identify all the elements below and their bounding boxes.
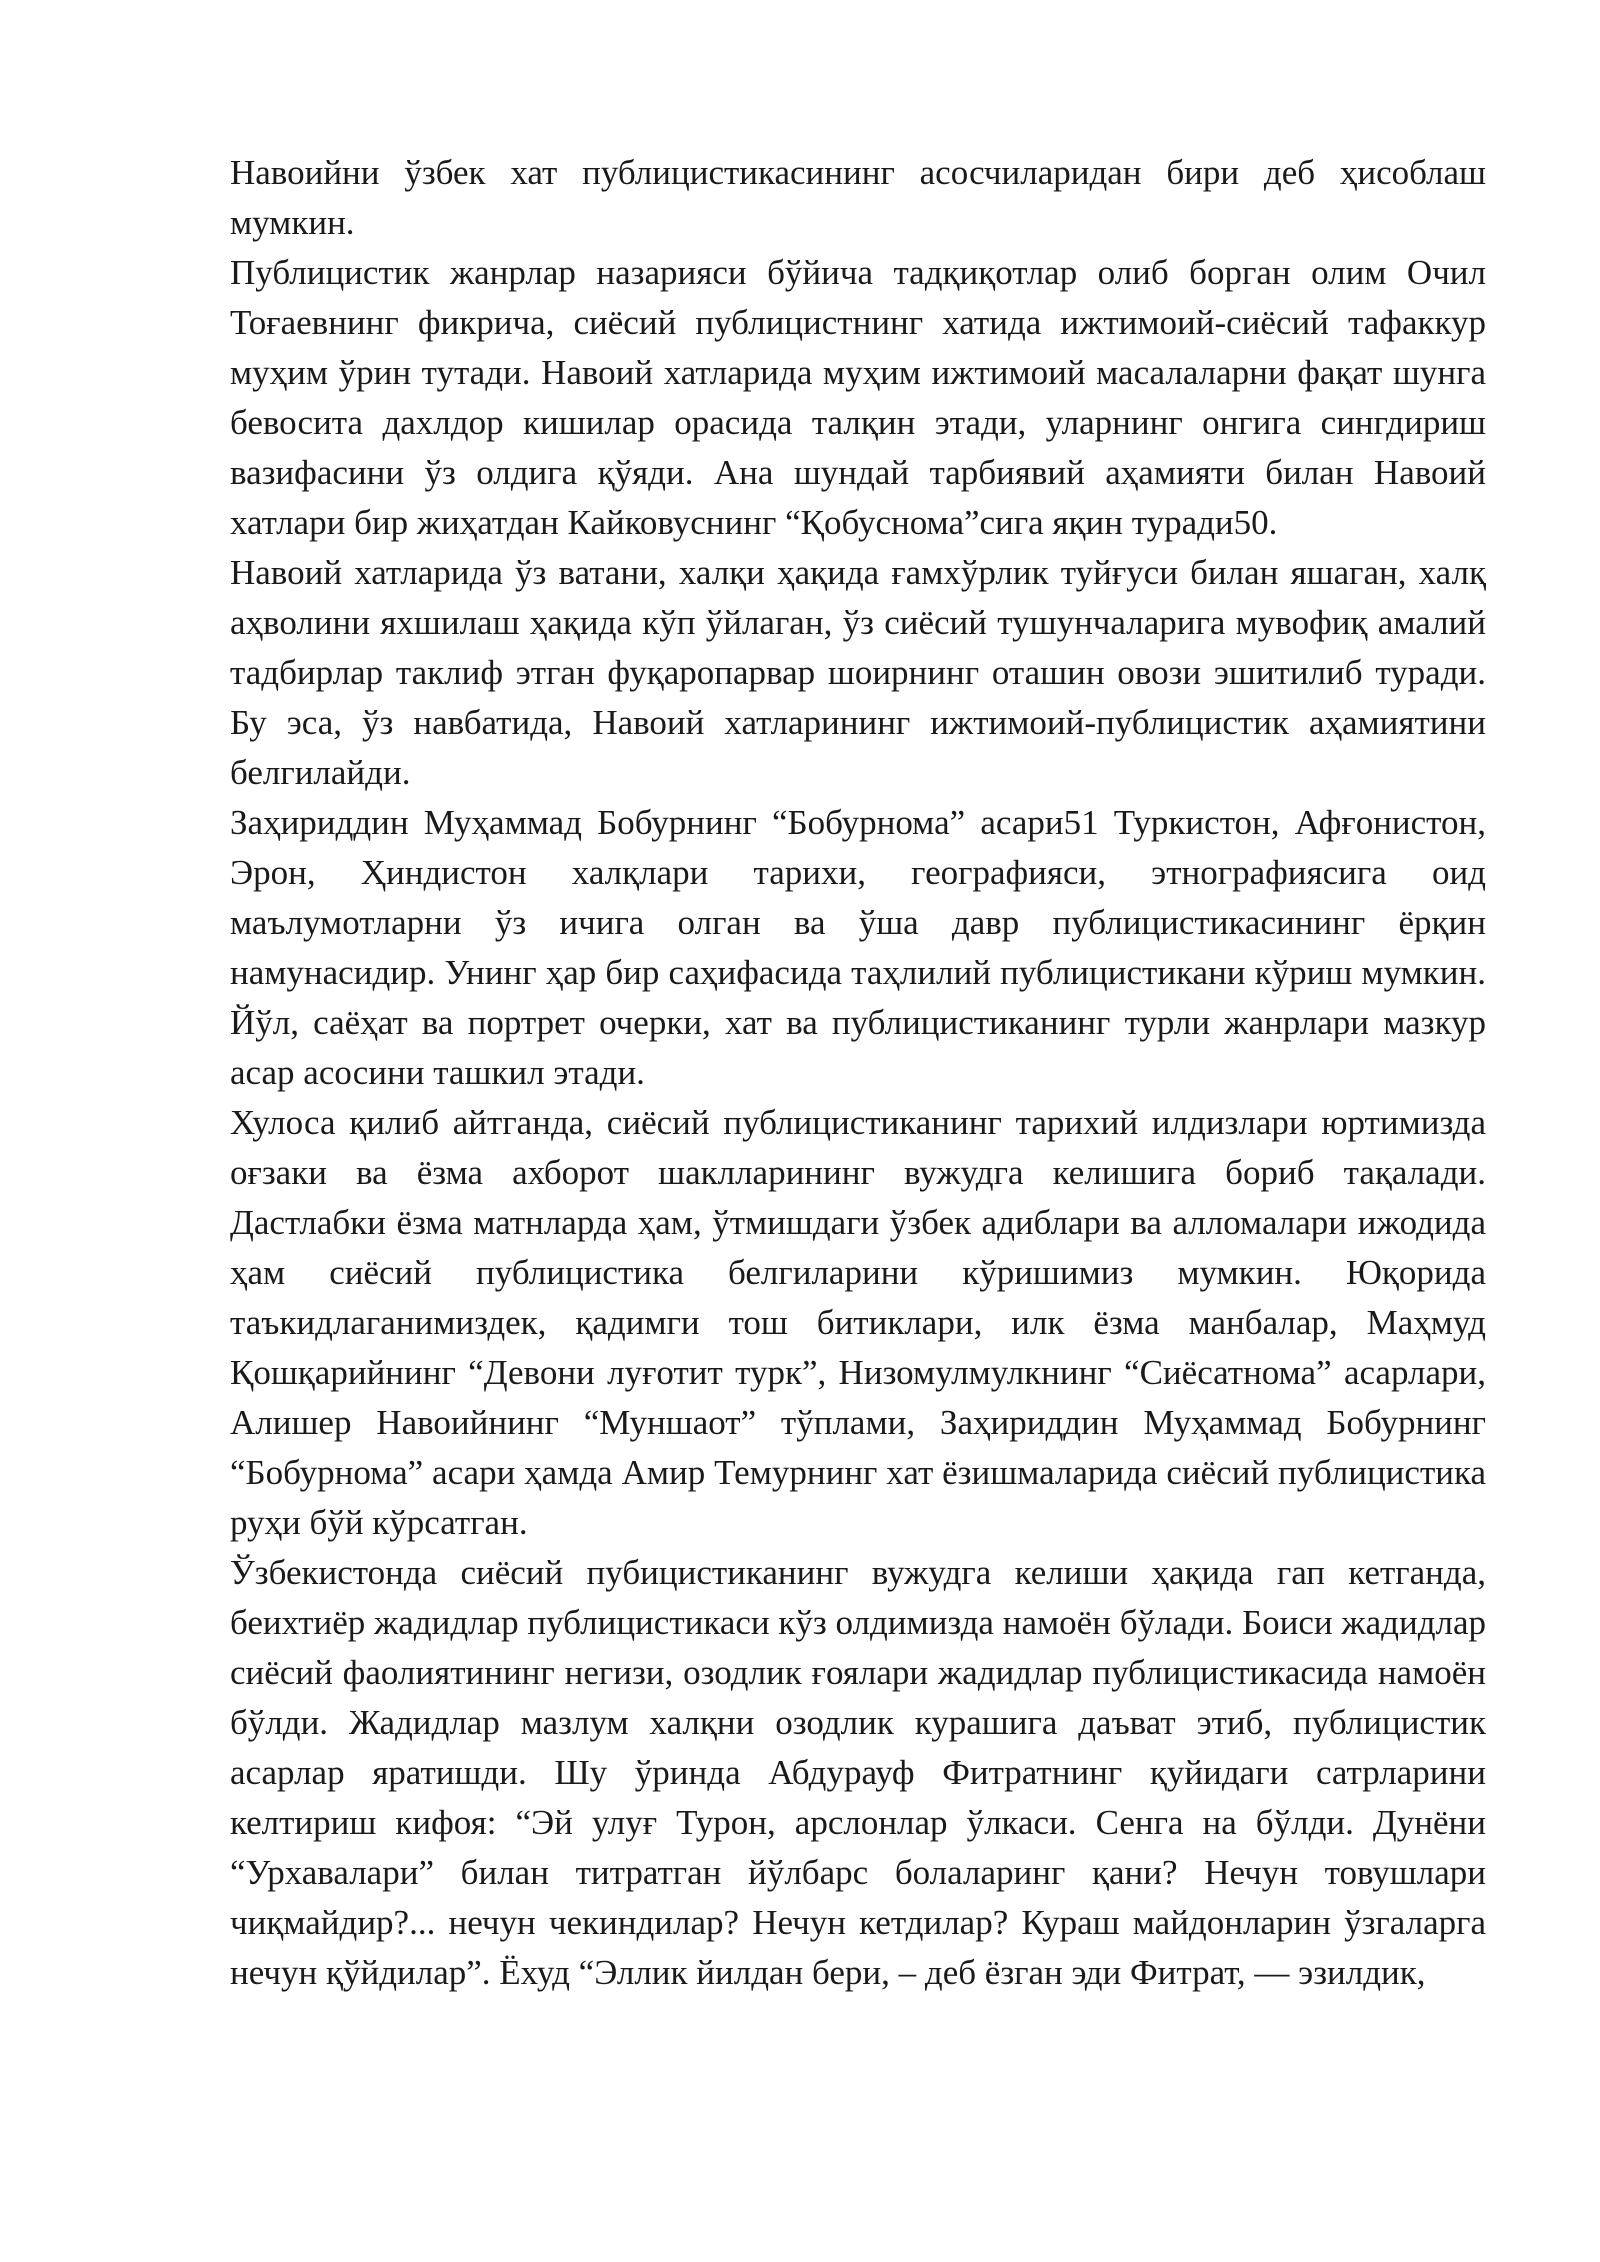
document-page — [230, 148, 1486, 1998]
paragraph: Навоийни ўзбек хат публицистикасининг асосчиларидан бири деб ҳисоблаш мумкин. — [230, 153, 1486, 242]
paragraph: Ўзбекистонда сиёсий пубицистиканинг вужудга келиши ҳақида гап кетганда, беихтиёр жадидлар публицистикаси кўз олдимизда намоён бўлади. Боиси жадидлар сиёсий фаолиятининг негизи, озодлик ғоялари жадидлар публицистикасида намоён бўлди. Жадидлар мазлум халқни озодлик курашига даъват этиб, публицистик асарлар яратишди. Шу ўринда Абдурауф Фитратнинг қуйидаги сатрларини келтириш кифоя: “Эй улуғ Турон, арслонлар ўлкаси. Сенга на бўлди. Дунёни “Урхавалари” билан титратган йўлбарс болаларинг қани? Нечун товушлари чиқмайдир?... нечун чекиндилар? Нечун кетдилар? Кураш майдонларин ўзгаларга нечун қўйдилар”. Ёхуд “Эллик йилдан бери, – деб ёзган эди Фитрат, — эзилдик, — [230, 1553, 1486, 1992]
paragraph: Навоий хатларида ўз ватани, халқи ҳақида ғамхўрлик туйғуси билан яшаган, халқ аҳволини яхшилаш ҳақида кўп ўйлаган, ўз сиёсий тушунчаларига мувофиқ амалий тадбирлар таклиф этган фуқаропарвар шоирнинг оташин овози эшитилиб туради. Бу эса, ўз навбатида, Навоий хатларининг ижтимоий-публицистик аҳамиятини белгилайди. — [230, 553, 1486, 792]
paragraph: Публицистик жанрлар назарияси бўйича тадқиқотлар олиб борган олим Очил Тоғаевнинг фикрича, сиёсий публицистнинг хатида ижтимоий-сиёсий тафаккур муҳим ўрин тутади. Навоий хатларида муҳим ижтимоий масалаларни фақат шунга бевосита дахлдор кишилар орасида талқин этади, уларнинг онгига сингдириш вазифасини ўз олдига қўяди. Ана шундай тарбиявий аҳамияти билан Навоий хатлари бир жиҳатдан Кайковуснинг “Қобуснома”сига яқин туради50. — [230, 253, 1486, 542]
paragraph: Заҳириддин Муҳаммад Бобурнинг “Бобурнома” асари51 Туркистон, Афғонистон, Эрон, Ҳиндистон халқлари тарихи, географияси, этнографиясига оид маълумотларни ўз ичига олган ва ўша давр публицистикасининг ёрқин намунасидир. Унинг ҳар бир саҳифасида таҳлилий публицистикани кўриш мумкин. Йўл, саёҳат ва портрет очерки, хат ва публицистиканинг турли жанрлари мазкур асар асосини ташкил этади. — [230, 803, 1486, 1092]
paragraph: Хулоса қилиб айтганда, сиёсий публицистиканинг тарихий илдизлари юртимизда оғзаки ва ёзма ахборот шаклларининг вужудга келишига бориб тақалади. Дастлабки ёзма матнларда ҳам, ўтмишдаги ўзбек адиблари ва алломалари ижодида ҳам сиёсий публицистика белгиларини кўришимиз мумкин. Юқорида таъкидлаганимиздек, қадимги тош битиклари, илк ёзма манбалар, Маҳмуд Қошқарийнинг “Девони луғотит турк”, Низомулмулкнинг “Сиёсатнома” асарлари, Алишер Навоийнинг “Муншаот” тўплами, Заҳириддин Муҳаммад Бобурнинг “Бобурнома” асари ҳамда Амир Темурнинг хат ёзишмаларида сиёсий публицистика руҳи бўй кўрсатган. — [230, 1103, 1486, 1542]
